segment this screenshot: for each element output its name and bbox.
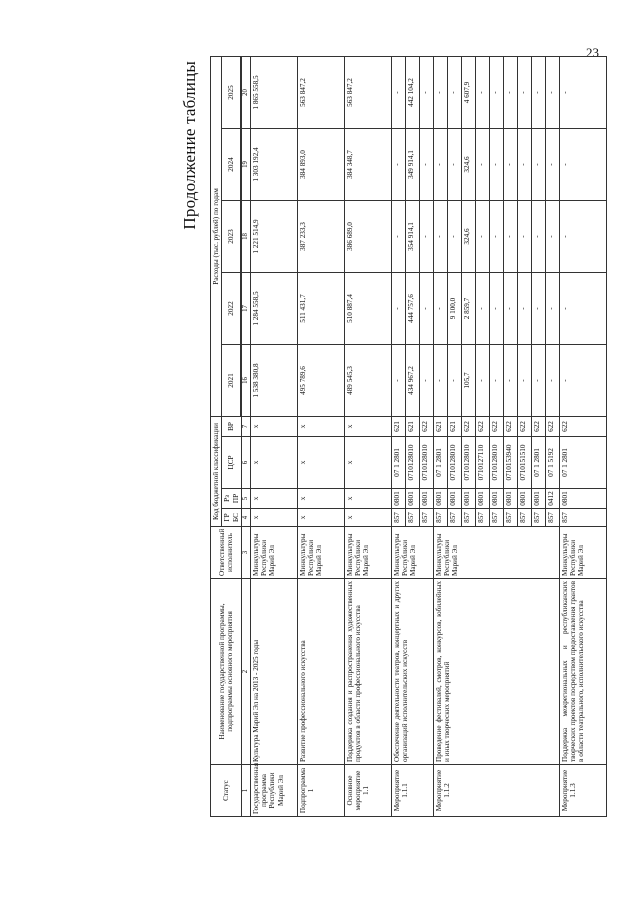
cell-vr: х xyxy=(250,417,297,437)
cell-expense: - xyxy=(517,56,531,128)
table-row xyxy=(344,56,391,816)
column-number: 2 xyxy=(241,579,250,765)
cell-grbs: 857 xyxy=(405,509,419,527)
column-number: 16 xyxy=(241,345,250,417)
header-year: 2021 xyxy=(222,345,241,417)
cell-expense: - xyxy=(531,345,545,417)
cell-expense: - xyxy=(489,273,503,345)
cell-grbs: 857 xyxy=(503,509,517,527)
cell-expense: - xyxy=(489,345,503,417)
cell-expense: 1 538 380,8 xyxy=(250,345,297,417)
cell-expense: - xyxy=(545,129,559,201)
cell-expense: 510 887,4 xyxy=(344,273,391,345)
cell-vr: 621 xyxy=(447,417,461,437)
row-name: Развитие профессионального искусства xyxy=(297,579,344,765)
cell-expense: 4 607,9 xyxy=(461,56,475,128)
column-number: 3 xyxy=(241,527,250,579)
cell-expense: - xyxy=(517,273,531,345)
cell-expense: - xyxy=(391,129,405,201)
cell-expense: 387 233,3 xyxy=(297,201,344,273)
cell-csr: 0710128010 xyxy=(447,437,461,489)
header-responsible: Ответственный исполнитель xyxy=(211,527,242,579)
cell-vr: 621 xyxy=(433,417,447,437)
page-number: 23 xyxy=(586,45,599,60)
cell-expense: - xyxy=(391,56,405,128)
cell-rzpr: 0801 xyxy=(391,489,405,509)
cell-expense: - xyxy=(475,201,489,273)
cell-rzpr: 0801 xyxy=(517,489,531,509)
cell-expense: - xyxy=(391,201,405,273)
cell-rzpr: 0801 xyxy=(419,489,433,509)
cell-expense: - xyxy=(545,56,559,128)
cell-rzpr: 0801 xyxy=(559,489,606,509)
cell-csr: 07 1 2801 xyxy=(433,437,447,489)
cell-expense: 2 859,7 xyxy=(461,273,475,345)
cell-expense: - xyxy=(503,345,517,417)
header-name: Наименование государственной программы, подпрограммы основного мероприятия xyxy=(211,579,242,765)
cell-vr: х xyxy=(344,417,391,437)
cell-expense: - xyxy=(545,345,559,417)
cell-expense: - xyxy=(531,273,545,345)
cell-grbs: 857 xyxy=(559,509,606,527)
cell-expense: - xyxy=(433,129,447,201)
row-name: Проведение фестивалей, смотров, конкурсов, юбилейных и иных творческих мероприятий xyxy=(433,579,559,765)
header-status: Статус xyxy=(211,765,242,817)
row-responsible: Минкультуры Республики Марий Эл xyxy=(250,527,297,579)
column-number: 19 xyxy=(241,129,250,201)
cell-grbs: 857 xyxy=(447,509,461,527)
cell-expense: 1 303 192,4 xyxy=(250,129,297,201)
cell-rzpr: 0801 xyxy=(475,489,489,509)
column-number: 18 xyxy=(241,201,250,273)
column-number: 17 xyxy=(241,273,250,345)
table-row xyxy=(391,56,405,816)
row-name: Обеспечение деятельности театров, концертных и других организаций исполнительских искусств xyxy=(391,579,433,765)
cell-csr: 07 1 2801 xyxy=(531,437,545,489)
column-number: 5 xyxy=(241,489,250,509)
cell-expense: - xyxy=(475,345,489,417)
cell-expense: 1 221 514,9 xyxy=(250,201,297,273)
row-name: Культура Марий Эл на 2013 - 2025 годы xyxy=(250,579,297,765)
row-responsible: Минкультуры Республики Марий Эл xyxy=(297,527,344,579)
cell-grbs: 857 xyxy=(517,509,531,527)
cell-expense: - xyxy=(531,129,545,201)
cell-csr: 0710128010 xyxy=(419,437,433,489)
cell-expense: 495 789,6 xyxy=(297,345,344,417)
cell-csr: х xyxy=(344,437,391,489)
cell-grbs: 857 xyxy=(461,509,475,527)
table-body xyxy=(250,56,606,816)
cell-rzpr: 0801 xyxy=(405,489,419,509)
cell-expense: 324,6 xyxy=(461,129,475,201)
cell-expense: 563 847,2 xyxy=(297,56,344,128)
cell-expense: - xyxy=(531,56,545,128)
cell-expense: 349 914,1 xyxy=(405,129,419,201)
cell-expense: - xyxy=(433,345,447,417)
row-status: Мероприятие 1.1.1 xyxy=(391,765,433,817)
header-year: 2024 xyxy=(222,129,241,201)
cell-expense: - xyxy=(433,56,447,128)
cell-rzpr: х xyxy=(250,489,297,509)
row-responsible: Минкультуры Республики Марий Эл xyxy=(344,527,391,579)
row-responsible: Минкультуры Республики Марий Эл xyxy=(391,527,433,579)
cell-expense: - xyxy=(489,201,503,273)
cell-expense: 434 967,2 xyxy=(405,345,419,417)
cell-expense: 444 757,6 xyxy=(405,273,419,345)
cell-expense: - xyxy=(433,273,447,345)
cell-expense: 442 104,2 xyxy=(405,56,419,128)
header-year: 2022 xyxy=(222,273,241,345)
cell-csr: 0710128010 xyxy=(461,437,475,489)
cell-rzpr: х xyxy=(344,489,391,509)
table-row xyxy=(250,56,297,816)
table-row xyxy=(297,56,344,816)
cell-expense: - xyxy=(559,273,606,345)
cell-expense: 1 284 558,5 xyxy=(250,273,297,345)
cell-expense: - xyxy=(419,345,433,417)
cell-expense: 386 689,0 xyxy=(344,201,391,273)
cell-vr: 622 xyxy=(545,417,559,437)
row-name: Поддержка создания и распространения художественных продуктов в области профессионального искусства xyxy=(344,579,391,765)
cell-expense: - xyxy=(489,56,503,128)
cell-expense: - xyxy=(475,56,489,128)
row-status: Мероприятие 1.1.2 xyxy=(433,765,559,817)
cell-expense: - xyxy=(489,129,503,201)
table-row xyxy=(559,56,606,816)
cell-vr: 622 xyxy=(503,417,517,437)
header-vr: ВР xyxy=(222,417,242,437)
cell-csr: х xyxy=(250,437,297,489)
cell-expense: - xyxy=(447,201,461,273)
cell-expense: - xyxy=(433,201,447,273)
cell-expense: - xyxy=(475,129,489,201)
cell-vr: х xyxy=(297,417,344,437)
cell-grbs: 857 xyxy=(531,509,545,527)
cell-expense: - xyxy=(531,201,545,273)
cell-csr: 07 1 2801 xyxy=(559,437,606,489)
header-rzpr: Рз ПР xyxy=(222,489,242,509)
cell-rzpr: 0801 xyxy=(503,489,517,509)
header-kbk: Код бюджетной классификации xyxy=(211,417,222,527)
cell-vr: 622 xyxy=(559,417,606,437)
cell-rzpr: 0801 xyxy=(447,489,461,509)
cell-expense: - xyxy=(503,201,517,273)
cell-grbs: 857 xyxy=(545,509,559,527)
cell-expense: - xyxy=(559,345,606,417)
cell-grbs: 857 xyxy=(419,509,433,527)
row-status: Подпрограмма 1 xyxy=(297,765,344,817)
cell-expense: 9 100,0 xyxy=(447,273,461,345)
header-grbs: ГР БС xyxy=(222,509,242,527)
cell-csr: 0710128010 xyxy=(405,437,419,489)
cell-grbs: 857 xyxy=(433,509,447,527)
cell-expense: 354 914,1 xyxy=(405,201,419,273)
cell-expense: - xyxy=(503,56,517,128)
cell-expense: - xyxy=(517,129,531,201)
cell-expense: - xyxy=(475,273,489,345)
row-status: Государственная программа Республики Марий Эл xyxy=(250,765,297,817)
row-status: Мероприятие 1.1.3 xyxy=(559,765,606,817)
cell-rzpr: 0801 xyxy=(489,489,503,509)
cell-expense: 384 893,0 xyxy=(297,129,344,201)
cell-grbs: х xyxy=(250,509,297,527)
cell-grbs: 857 xyxy=(475,509,489,527)
cell-rzpr: 0801 xyxy=(531,489,545,509)
cell-expense: - xyxy=(419,56,433,128)
cell-vr: 622 xyxy=(531,417,545,437)
cell-rzpr: 0412 xyxy=(545,489,559,509)
cell-grbs: х xyxy=(297,509,344,527)
header-year: 2025 xyxy=(222,56,241,128)
cell-rzpr: 0801 xyxy=(433,489,447,509)
row-responsible: Минкультуры Республики Марий Эл xyxy=(433,527,559,579)
cell-rzpr: х xyxy=(297,489,344,509)
cell-expense: - xyxy=(503,129,517,201)
cell-csr: 0710153940 xyxy=(503,437,517,489)
column-number: 20 xyxy=(241,56,250,128)
cell-vr: 621 xyxy=(405,417,419,437)
cell-grbs: 857 xyxy=(391,509,405,527)
cell-vr: 622 xyxy=(461,417,475,437)
cell-vr: 622 xyxy=(517,417,531,437)
cell-expense: - xyxy=(419,201,433,273)
column-number: 6 xyxy=(241,437,250,489)
cell-csr: 07 1 5192 xyxy=(545,437,559,489)
cell-vr: 622 xyxy=(489,417,503,437)
row-status: Основное мероприятие 1.1 xyxy=(344,765,391,817)
header-expenses: Расходы (тыс. рублей) по годам xyxy=(211,56,222,416)
cell-expense: 511 431,7 xyxy=(297,273,344,345)
cell-expense: - xyxy=(447,345,461,417)
table-heading: Продолжение таблицы xyxy=(180,61,199,230)
row-name: Поддержка межрегиональных и республиканских творческих проектов посредством предоставления грантов в области театрального, исполнительского искусства xyxy=(559,579,606,765)
cell-expense: 563 847,2 xyxy=(344,56,391,128)
column-number-row xyxy=(241,56,250,816)
table-row xyxy=(433,56,447,816)
cell-expense: - xyxy=(391,345,405,417)
cell-csr: 0710128010 xyxy=(489,437,503,489)
header-csr: ЦСР xyxy=(222,437,242,489)
cell-expense: - xyxy=(419,273,433,345)
cell-expense: - xyxy=(517,201,531,273)
cell-expense: - xyxy=(559,201,606,273)
cell-expense: 489 545,3 xyxy=(344,345,391,417)
cell-expense: - xyxy=(447,56,461,128)
cell-vr: 622 xyxy=(419,417,433,437)
column-number: 7 xyxy=(241,417,250,437)
cell-expense: 105,7 xyxy=(461,345,475,417)
cell-expense: - xyxy=(447,129,461,201)
cell-expense: - xyxy=(503,273,517,345)
budget-table xyxy=(210,56,607,817)
cell-expense: - xyxy=(419,129,433,201)
cell-csr: х xyxy=(297,437,344,489)
cell-grbs: 857 xyxy=(489,509,503,527)
column-number: 4 xyxy=(241,509,250,527)
cell-expense: 324,6 xyxy=(461,201,475,273)
rotated-page-content xyxy=(180,57,639,817)
cell-rzpr: 0801 xyxy=(461,489,475,509)
cell-grbs: х xyxy=(344,509,391,527)
cell-expense: - xyxy=(559,56,606,128)
cell-expense: - xyxy=(545,273,559,345)
cell-expense: 1 865 558,5 xyxy=(250,56,297,128)
cell-csr: 07 1 2801 xyxy=(391,437,405,489)
cell-expense: 384 348,7 xyxy=(344,129,391,201)
cell-vr: 621 xyxy=(391,417,405,437)
cell-vr: 622 xyxy=(475,417,489,437)
cell-expense: - xyxy=(545,201,559,273)
cell-expense: - xyxy=(559,129,606,201)
cell-csr: 0710151510 xyxy=(517,437,531,489)
cell-expense: - xyxy=(517,345,531,417)
header-year: 2023 xyxy=(222,201,241,273)
row-responsible: Минкультуры Республики Марий Эл xyxy=(559,527,606,579)
column-number: 1 xyxy=(241,765,250,817)
cell-expense: - xyxy=(391,273,405,345)
cell-csr: 0710127110 xyxy=(475,437,489,489)
